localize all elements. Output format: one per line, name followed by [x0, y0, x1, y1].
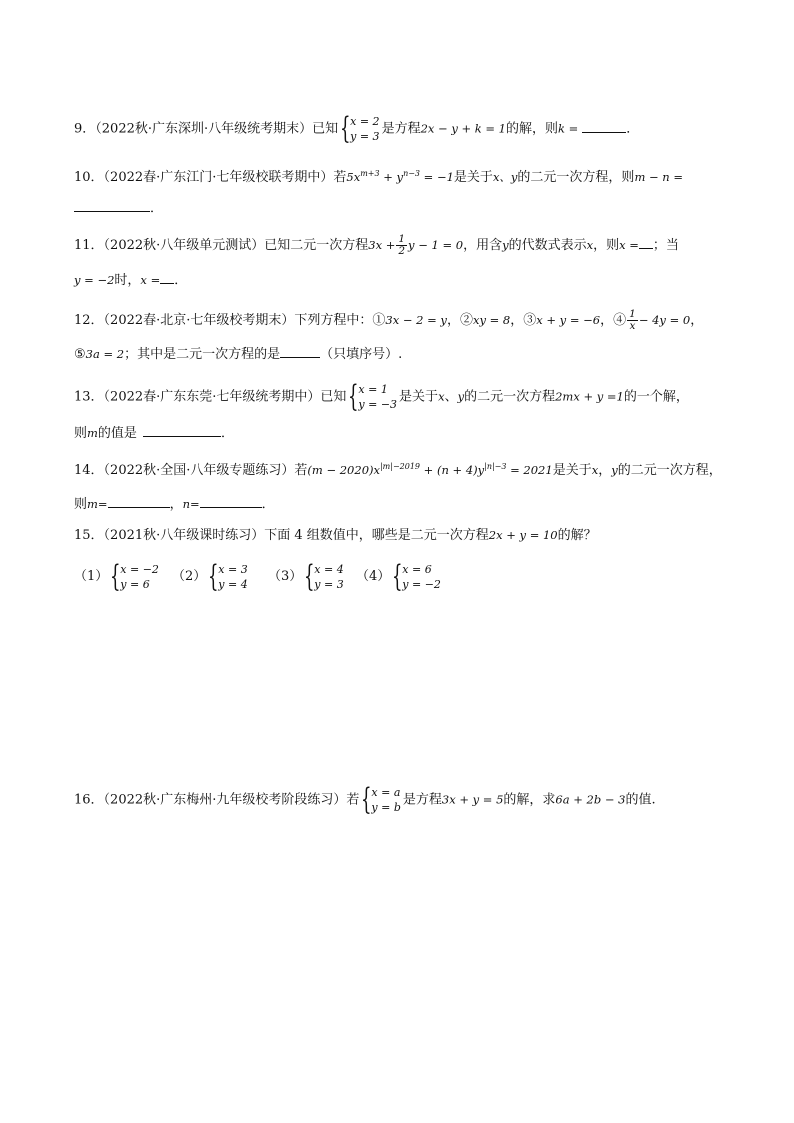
option-3: （3） { x = 4 y = 3: [268, 559, 344, 594]
question-10: 10．（2022春·广东江门·七年级校联考期中）若$5x^{m+3} + y^{n-3} = -1$是关于x、y的二元一次方程，则m − n =: [74, 169, 683, 185]
question-13-line2: 则m的值是 ．: [74, 423, 234, 443]
answer-blank[interactable]: [582, 119, 626, 133]
answer-blank[interactable]: [160, 270, 174, 284]
question-12-line2: ⑤3a = 2；其中是二元一次方程的是 （只填序号）.: [74, 344, 402, 364]
equation-system: { x = a y = b: [361, 782, 401, 817]
equation-system: { x = 1 y = −3: [348, 379, 398, 414]
question-16: 16．（2022秋·广东梅州·九年级校考阶段练习）若 { x = a y = b 是方程3x + y = 5的解，求6a + 2b − 3的值.: [74, 782, 656, 817]
question-11-line2: y = −2时，x = ．: [74, 270, 187, 290]
question-9: 9．（2022秋·广东深圳·八年级统考期末）已知 { x = 2 y = 3 是方程2x − y + k = 1的解，则k = ．: [74, 111, 640, 146]
question-14-line2: 则m= ，n= ．: [74, 494, 275, 514]
answer-blank[interactable]: [200, 494, 262, 508]
answer-blank[interactable]: [639, 235, 653, 249]
question-11: 11．（2022秋·八年级单元测试）已知二元一次方程3x + $\frac{1}{2}$ y − 1 = 0，用含y的代数式表示x，则x = ；当: [74, 233, 679, 257]
question-10-line2: ．: [74, 198, 163, 218]
option-1: （1） { x = −2 y = 6: [74, 559, 159, 594]
question-15-options: [74, 559, 494, 602]
option-4: （4） { x = 6 y = −2: [356, 559, 441, 594]
answer-blank[interactable]: [143, 423, 221, 437]
answer-blank[interactable]: [280, 344, 320, 358]
question-15: 15．（2021秋·八年级课时练习）下面 4 组数值中，哪些是二元一次方程2x + y = 10的解？: [74, 528, 597, 543]
question-14: 14．（2022秋·全国·八年级专题练习）若$(m - 2020)x^{|m|-2019} + (n + 4)y^{|n|-3} = 2021$是关于x，y的二元一次方程，: [74, 462, 722, 478]
fraction: $\frac{1}{x}$: [629, 308, 636, 332]
question-13: 13．（2022春·广东东莞·七年级统考期中）已知 { x = 1 y = −3 是关于x、y的二元一次方程2mx + y =1的一个解，: [74, 379, 689, 414]
equation-system: { x = 2 y = 3: [340, 111, 380, 146]
option-2: （2） { x = 3 y = 4: [172, 559, 248, 594]
fraction: $\frac{1}{2}$: [398, 233, 406, 257]
answer-blank[interactable]: [74, 198, 150, 212]
question-12: 12．（2022春·北京·七年级校考期末）下列方程中：①3x − 2 = y，②xy = 8，③x + y = −6，④ $\frac{1}{x}$ − 4y = 0，: [74, 308, 704, 332]
answer-blank[interactable]: [108, 494, 170, 508]
